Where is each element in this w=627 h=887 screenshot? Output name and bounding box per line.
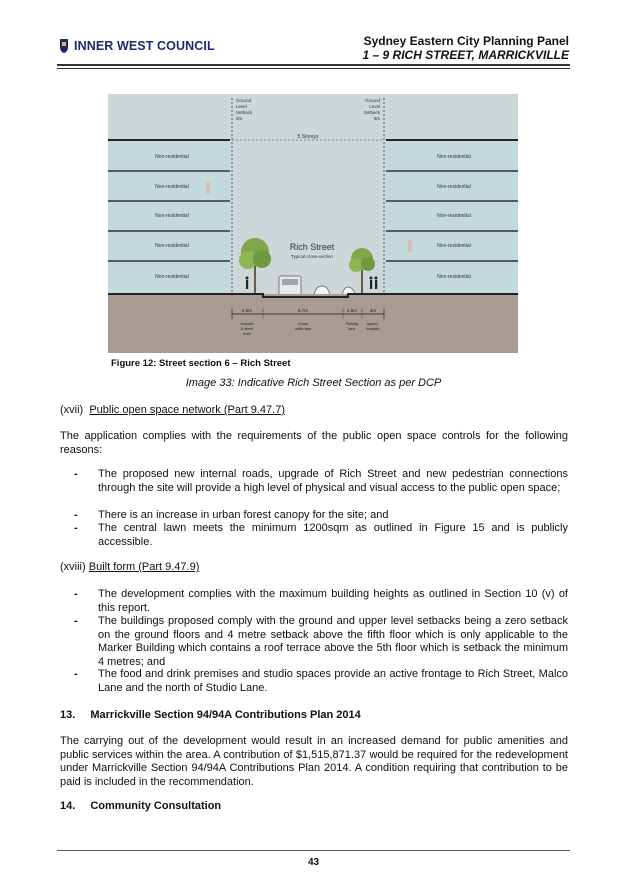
list-item-text: There is an increase in urban forest canopy for the site; and <box>98 509 389 521</box>
left-setback-line1: Ground <box>236 98 252 103</box>
right-building <box>386 140 518 294</box>
section-xvii-heading <box>60 404 285 418</box>
left-building <box>108 140 230 294</box>
bullet-dash: - <box>74 468 78 480</box>
floor-label: Non-residential <box>155 213 189 219</box>
council-emblem-icon <box>58 38 70 54</box>
dim-label: 4.5m <box>241 308 253 313</box>
list-item-text: The buildings proposed comply with the ground and upper level setbacks being a zero setback on the ground floors and 4 metre setback above the fifth floor which is only applicable to the Marker Building which contains a roof terrace above the 5th floor which is setback the minimum 4 metres; and <box>98 615 568 668</box>
section-title: Public open space network (Part 9.47.7) <box>89 404 286 416</box>
dim-label: 2.5m <box>346 308 358 313</box>
left-setback-line3: Setback <box>236 110 253 115</box>
bullet-dash: - <box>74 668 78 680</box>
floor-label: Non-residential <box>155 154 189 160</box>
section-title: Built form (Part 9.47.9) <box>88 561 200 573</box>
list-item <box>60 588 568 615</box>
dim-label: 9.7m <box>297 308 309 313</box>
list-item-text: The proposed new internal roads, upgrade of Rich Street and new pedestrian connections through the site will provide a high level of physical and visual access to the public open space; <box>98 468 568 494</box>
section-title: Marrickville Section 94/94A Contributions Plan 2014 <box>90 709 361 721</box>
header-title-line2: 1 – 9 RICH STREET, MARRICKVILLE <box>362 48 569 62</box>
list-item-text: The development complies with the maximum building heights as outlined in Section 10 (v) of this report. <box>98 588 568 614</box>
dim-note: 2-way <box>298 322 308 326</box>
dim-label: 3m <box>369 308 377 313</box>
street-section-figure <box>108 94 518 371</box>
section-title: Community Consultation <box>90 800 222 812</box>
dim-note: trees <box>243 332 251 336</box>
floor-label: Non-residential <box>437 243 471 249</box>
left-setback-line4: 0m <box>236 116 243 121</box>
council-logo <box>58 36 215 56</box>
dim-note: & street <box>240 327 254 331</box>
section-number: 14. <box>60 800 76 812</box>
dim-note: approx. <box>367 322 379 326</box>
street-subtitle: Typical cross-section <box>291 254 333 259</box>
header-rule-thin <box>57 68 570 69</box>
floor-label: Non-residential <box>437 274 471 280</box>
section-xviii-heading <box>60 561 199 575</box>
logo-text: INNER WEST COUNCIL <box>74 39 215 53</box>
footer-rule <box>57 850 570 851</box>
list-item <box>60 468 568 495</box>
list-item <box>60 668 568 695</box>
image-caption: Image 33: Indicative Rich Street Section as per DCP <box>185 377 442 389</box>
list-item-text: The food and drink premises and studio spaces provide an active frontage to Rich Street, Malco Lane and the north of Studio Lane. <box>98 668 568 694</box>
storeys-label: 5 Storeys <box>297 134 319 140</box>
header-title-line1: Sydney Eastern City Planning Panel <box>363 34 569 48</box>
bullet-dash: - <box>74 522 78 534</box>
page-number: 43 <box>307 857 320 868</box>
right-setback-line4: 0m <box>373 116 380 121</box>
header-title <box>363 34 569 62</box>
street-name: Rich Street <box>289 242 335 252</box>
list-item <box>60 615 568 669</box>
section-13-heading <box>60 709 361 721</box>
right-setback-line1: Ground <box>364 98 380 103</box>
list-item-text: The central lawn meets the minimum 1200sqm as outlined in Figure 15 and is publicly accessible. <box>98 522 568 548</box>
section-number: (xvii) <box>60 404 84 416</box>
floor-label: Non-residential <box>437 154 471 160</box>
paragraph: The carrying out of the development would result in an increased demand for public amenities and public services within the area. A contribution of $1,515,871.37 would be required for the redevelopment under Marrickville Section 94/94A Contributions Plan 2014. A condition requiring that contribution to be paid is included in the recommendation. <box>60 735 568 788</box>
bullet-dash: - <box>74 509 78 521</box>
dim-note: footpath <box>366 327 380 331</box>
section-number: (xviii) <box>60 561 86 573</box>
right-setback-line2: Level <box>369 104 380 109</box>
list-item <box>60 522 568 549</box>
floor-label: Non-residential <box>155 243 189 249</box>
bullet-dash: - <box>74 615 78 627</box>
list-item <box>60 509 568 523</box>
floor-label: Non-residential <box>437 213 471 219</box>
dim-note: Parking <box>345 322 359 326</box>
dim-note: traffic lane <box>294 327 312 331</box>
right-setback-line3: Setback <box>363 110 380 115</box>
figure-caption: Figure 12: Street section 6 – Rich Street <box>111 358 291 369</box>
floor-label: Non-residential <box>155 274 189 280</box>
floor-label: Non-residential <box>155 184 189 190</box>
dim-note: footpath <box>240 322 254 326</box>
section-number: 13. <box>60 709 76 721</box>
header-rule <box>57 64 570 66</box>
paragraph: The application complies with the requirements of the public open space controls for the following reasons: <box>60 430 568 456</box>
bullet-dash: - <box>74 588 78 600</box>
left-setback-line2: Level <box>236 104 247 109</box>
section-14-heading <box>60 800 221 812</box>
floor-label: Non-residential <box>437 184 471 190</box>
dim-note: lane <box>348 327 356 331</box>
